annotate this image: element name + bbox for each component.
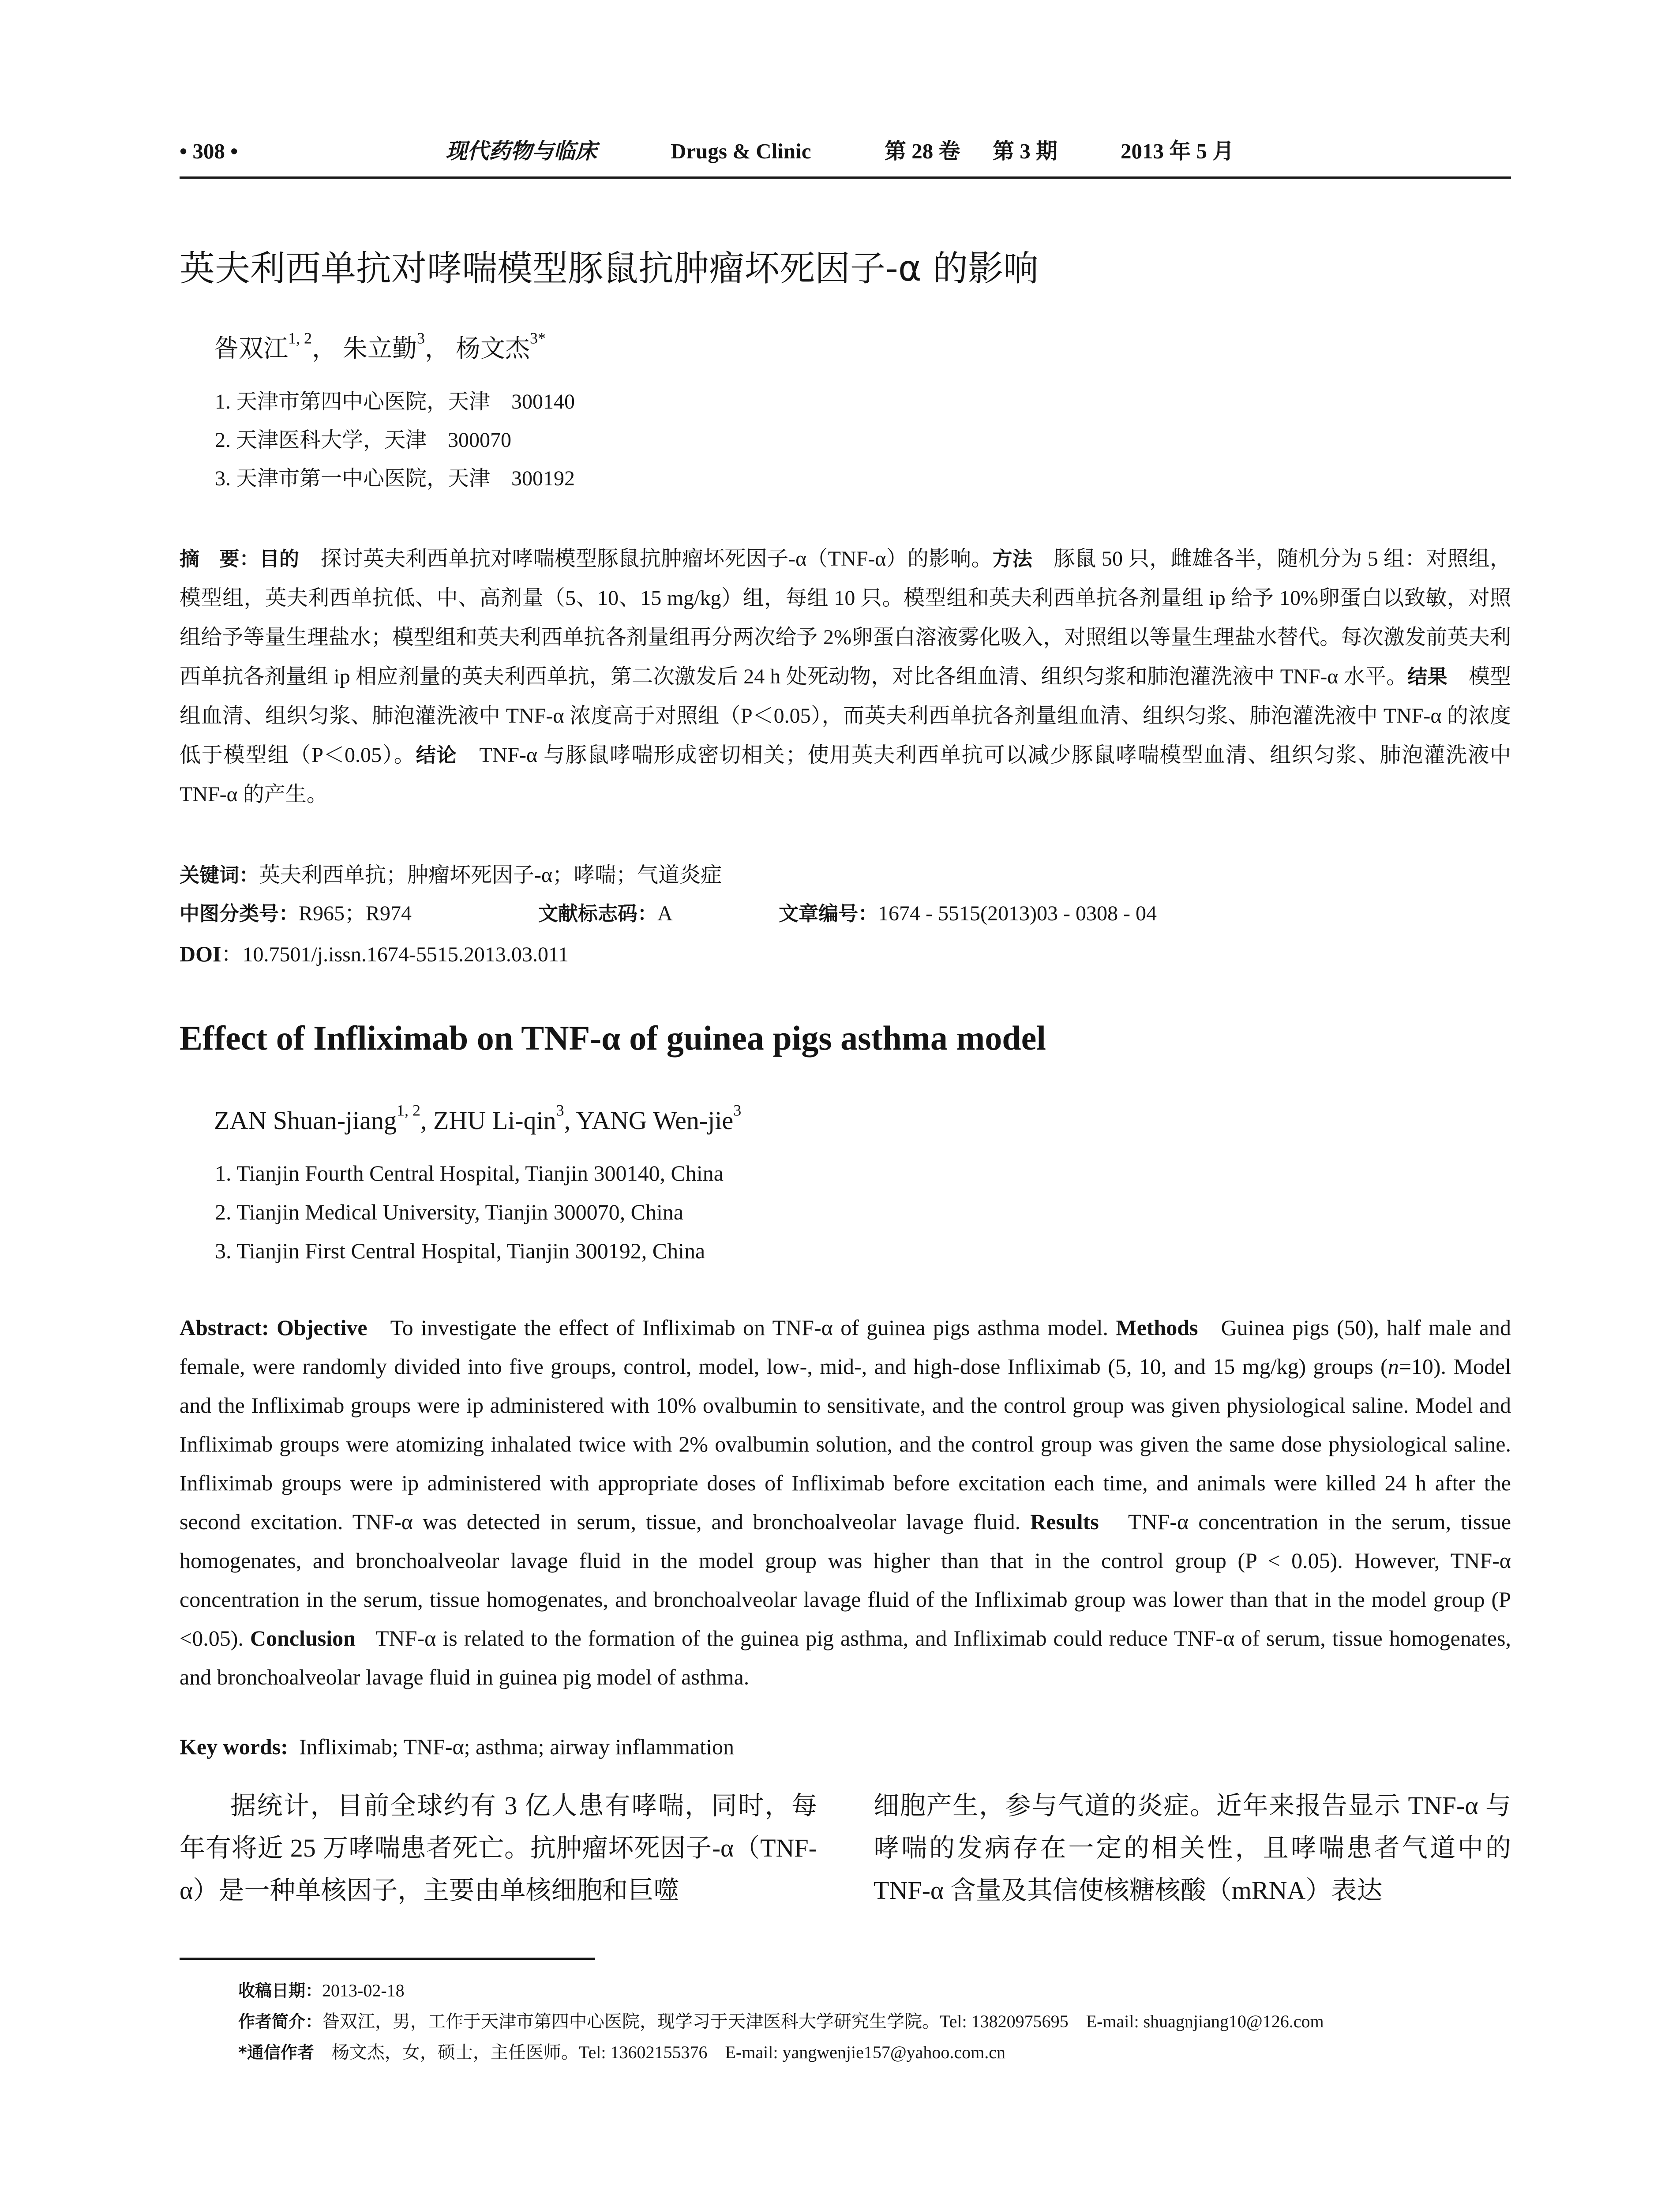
authors-cn: 昝双江$^{1, 2}$， 朱立勤$^3$， 杨文杰$^{3*}$	[214, 329, 546, 363]
journal-name-cn: 现代药物与临床	[446, 138, 597, 164]
footnote-author-bio: 作者简介：昝双江，男，工作于天津市第四中心医院，现学习于天津医科大学研究生学院。Tel: 13820975695 E-mail: shuagnjiang10@126.com	[238, 2011, 1324, 2031]
publication-date: 2013 年 5 月	[1121, 139, 1234, 163]
footnote-rule	[180, 1958, 595, 1960]
conclusion-label-en: Conclusion	[250, 1626, 356, 1651]
author-3-cn: 杨文杰	[456, 335, 530, 363]
methods-en-2: =10). Model and the Infliximab groups were ip administered with 10% ovalbumin to sensitivate, and the control group was given physiological saline. Model and Infliximab groups were atomizing inhalated twice with 2% ovalbumin solution, and the control group was given the same dose physiological saline. Infliximab groups were ip administered with appropriate doses of Infliximab before excitation each time, and animals were killed 24 h after the second excitation. TNF-α was detected in serum, tissue, and bronchoalveolar lavage fluid.	[180, 1354, 1511, 1534]
affiliation-cn-3: 3. 天津市第一中心医院，天津 300192	[215, 467, 575, 490]
objective-label-cn: 目的	[259, 547, 300, 570]
results-en: TNF-α concentration in the serum, tissue homogenates, and bronchoalveolar lavage fluid in the model group was higher than that in the control group (P < 0.05). However, TNF-α concentration in the serum, tissue homogenates, and bronchoalveolar lavage fluid of the Infliximab group was lower than that in the model group (P <0.05).	[180, 1509, 1511, 1651]
page-number: • 308 •	[180, 139, 238, 163]
methods-en-n: n	[1388, 1354, 1399, 1379]
results-label-cn: 结果	[1407, 665, 1448, 688]
abstract-en-label: Abstract:	[180, 1315, 269, 1340]
header-rule	[180, 176, 1511, 179]
abstract-en	[180, 1308, 1511, 1696]
authors-en: ZAN Shuan-jiang$^{1, 2}$, ZHU Li-qin$^3$, YANG Wen-jie$^3$	[214, 1101, 742, 1135]
author-1-cn: 昝双江	[214, 335, 288, 363]
keywords-en	[180, 1734, 734, 1760]
objective-en: To investigate the effect of Infliximab on TNF-α of guinea pigs asthma model.	[390, 1315, 1109, 1340]
doi-label: DOI	[180, 942, 221, 966]
results-label-en: Results	[1030, 1509, 1099, 1534]
footnote-corresponding-author: *通信作者 杨文杰，女，硕士，主任医师。Tel: 13602155376 E-mail: yangwenjie157@yahoo.com.cn	[238, 2042, 1006, 2062]
author-1-en: ZAN Shuan-jiang	[214, 1106, 397, 1135]
author-2-cn: 朱立勤	[343, 335, 417, 363]
title-cn: 英夫利西单抗对哮喘模型豚鼠抗肿瘤坏死因子-α 的影响	[180, 248, 1039, 289]
keywords-cn-text: 英夫利西单抗；肿瘤坏死因子-α；哮喘；气道炎症	[259, 863, 722, 887]
author-1-cn-affil: 1, 2	[288, 329, 312, 347]
clc-number: 中图分类号：R965；R974	[180, 902, 412, 925]
objective-label-en: Objective	[277, 1315, 368, 1340]
author-3-cn-affil: 3*	[530, 329, 546, 347]
results-cn: 模型组血清、组织匀浆、肺泡灌洗液中 TNF-α 浓度高于对照组（P＜0.05），而英夫利西单抗各剂量组血清、组织匀浆、肺泡灌洗液中 TNF-α 的浓度低于模型组（P＜0.05）。	[180, 665, 1511, 767]
affiliation-cn-2: 2. 天津医科大学，天津 300070	[215, 428, 512, 452]
affiliation-en-3: 3. Tianjin First Central Hospital, Tianjin 300192, China	[215, 1238, 705, 1263]
doi	[180, 942, 569, 967]
abstract-cn	[180, 539, 1511, 814]
issue: 第 3 期	[993, 139, 1058, 163]
methods-cn: 豚鼠 50 只，雌雄各半，随机分为 5 组：对照组，模型组，英夫利西单抗低、中、高剂量（5、10、15 mg/kg）组，每组 10 只。模型组和英夫利西单抗各剂量组 ip 给予 10%卵蛋白以致敏，对照组给予等量生理盐水；模型组和英夫利西单抗各剂量组再分两次给予 2%卵蛋白溶液雾化吸入，对照组以等量生理盐水替代。每次激发前英夫利西单抗各剂量组 ip 相应剂量的英夫利西单抗，第二次激发后 24 h 处死动物，对比各组血清、组织匀浆和肺泡灌洗液中 TNF-α 水平。	[180, 547, 1511, 688]
title-en: Effect of Infliximab on TNF-α of guinea pigs asthma model	[180, 1019, 1046, 1057]
conclusion-en: TNF-α is related to the formation of the guinea pig asthma, and Infliximab could reduce TNF-α of serum, tissue homogenates, and bronchoalveolar lavage fluid in guinea pig model of asthma.	[180, 1626, 1511, 1689]
document-code: 文献标志码：A	[538, 902, 673, 925]
keywords-en-text: Infliximab; TNF-α; asthma; airway inflammation	[299, 1734, 734, 1759]
author-2-cn-affil: 3	[417, 329, 425, 347]
body-column-left: 据统计，目前全球约有 3 亿人患有哮喘，同时，每年有将近 25 万哮喘患者死亡。抗肿瘤坏死因子-α（TNF-α）是一种单核因子，主要由单核细胞和巨噬	[180, 1791, 817, 1905]
keywords-en-label: Key words:	[180, 1734, 288, 1759]
abstract-cn-label: 摘 要：	[180, 547, 259, 570]
volume: 第 28 卷	[885, 139, 960, 163]
affiliation-cn-1: 1. 天津市第四中心医院，天津 300140	[215, 390, 575, 413]
article-number: 文章编号：1674 - 5515(2013)03 - 0308 - 04	[779, 902, 1157, 925]
affiliation-en-1: 1. Tianjin Fourth Central Hospital, Tianjin 300140, China	[215, 1161, 724, 1186]
doi-text: ：10.7501/j.issn.1674-5515.2013.03.011	[221, 943, 569, 966]
methods-label-en: Methods	[1116, 1315, 1198, 1340]
keywords-cn	[180, 864, 722, 887]
methods-en-1: Guinea pigs (50), half male and female, were randomly divided into five groups, control, model, low-, mid-, and high-dose Infliximab (5, 10, and 15 mg/kg) groups (	[180, 1315, 1511, 1379]
author-3-en: , YANG Wen-jie	[564, 1106, 734, 1135]
footnote-received: 收稿日期：2013-02-18	[238, 1981, 405, 2000]
author-2-en: , ZHU Li-qin	[420, 1106, 556, 1135]
body-column-right: 细胞产生，参与气道的炎症。近年来报告显示 TNF-α 与哮喘的发病存在一定的相关性，且哮喘患者气道中的 TNF-α 含量及其信使核糖核酸（mRNA）表达	[874, 1791, 1511, 1905]
conclusion-cn: TNF-α 与豚鼠哮喘形成密切相关；使用英夫利西单抗可以减少豚鼠哮喘模型血清、组织匀浆、肺泡灌洗液中 TNF-α 的产生。	[180, 743, 1511, 806]
keywords-cn-label: 关键词：	[180, 863, 259, 887]
affiliation-en-2: 2. Tianjin Medical University, Tianjin 300070, China	[215, 1200, 684, 1224]
methods-label-cn: 方法	[992, 547, 1033, 570]
journal-name-en: Drugs & Clinic	[671, 139, 811, 163]
conclusion-label-cn: 结论	[416, 743, 458, 767]
objective-cn: 探讨英夫利西单抗对哮喘模型豚鼠抗肿瘤坏死因子-α（TNF-α）的影响。	[320, 547, 993, 570]
